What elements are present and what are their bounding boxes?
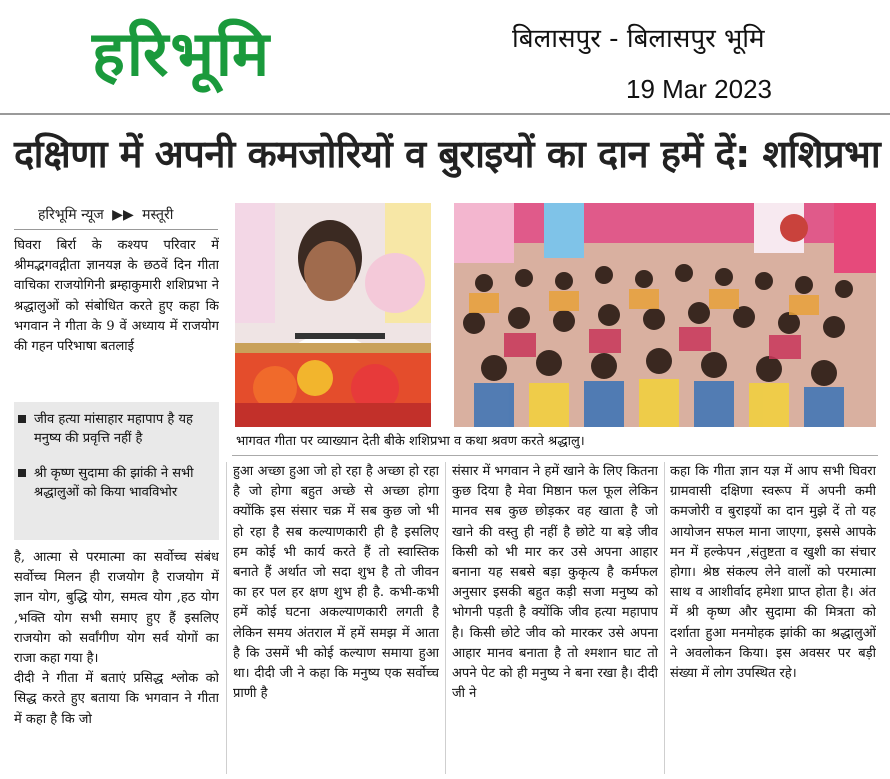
byline-divider [14, 229, 218, 230]
article-column-1 [14, 548, 219, 774]
column-4-text: कहा कि गीता ज्ञान यज्ञ में आप सभी घिवरा ग्रामवासी दक्षिणा स्वरूप में अपनी कमी कमजोरी व बुराइयों का दान मुझे दें तो यह आयोजन सफल माना जाएगा, इससे आपके मन में हल्केपन ,संतुष्टता व खुशी का संचार होगा। श्रेष्ठ संकल्प लेने वालों को परमात्मा साथ व आशीर्वाद हमेशा प्राप्त होता है। अंत में श्री कृष्ण और सुदामा की मित्रता को दर्शाता हुआ मनमोहक झांकी का श्रद्धालुओं ने अवलोकन किया। इस अवसर पर बड़ी संख्या में लोग उपस्थित रहे। [670, 464, 876, 682]
column-1-paragraph-1: है, आत्मा से परमात्मा का सर्वोच्च संबंध सर्वोच्च मिलन ही राजयोग है राजयोग में ज्ञान योग, बुद्धि योग, समत्व योग ,हठ योग ,भक्ति योग सभी समाए हुए हैं इसलिए राजयोग को सर्वांगीण योग सर्व योगों का राजा कहा गया है। [14, 550, 219, 667]
highlight-item [18, 410, 214, 454]
article-column-2 [233, 462, 439, 774]
column-divider [664, 462, 665, 774]
column-divider [226, 462, 227, 774]
highlight-text: श्री कृष्ण सुदामा की झांकी ने सभी श्रद्धालुओं को किया भावविभोर [34, 466, 194, 500]
speaker-photo [235, 203, 431, 427]
masthead [0, 0, 890, 112]
highlights-box [14, 402, 219, 540]
newspaper-logo: हरिभूमि [92, 17, 272, 90]
masthead-divider [0, 113, 890, 115]
audience-photo-image [454, 203, 876, 427]
photo-caption: भागवत गीता पर व्याख्यान देती बीके शशिप्रभा व कथा श्रवण करते श्रद्धालु। [236, 434, 585, 449]
article-headline: दक्षिणा में अपनी कमजोरियों व बुराइयों का दान हमें दें: शशिप्रभा [14, 132, 881, 176]
lead-paragraph [14, 236, 219, 404]
article-column-3 [452, 462, 658, 774]
column-3-text: संसार में भगवान ने हमें खाने के लिए कितना कुछ दिया है मेवा मिष्ठान फल फूल लेकिन मानव सब कुछ छोड़कर वह खाता है जो खाने की वस्तु ही नहीं है छोटे या बड़े जीव किसी को भी मार कर उसे अपना आहार बनाना यह सबसे बड़ा कुकृत्य है कर्मफल अनुसार इसकी बहुत कड़ी सजा मनुष्य को भोगनी पड़ती है क्योंकि जीव हत्या महापाप है। किसी छोटे जीव को मारकर उसे अपना आहार मानव बनाता है तो श्मशान घाट तो अपने पेट को ही मनुष्य ने बना रखा है। दीदी जी ने [452, 464, 658, 702]
column-2-text: हुआ अच्छा हुआ जो हो रहा है अच्छा हो रहा है जो होगा बहुत अच्छे से अच्छा होगा क्योंकि इस संसार चक्र में सब कुछ जो भी हो रहा है सब कल्याणकारी ही है इसलिए हम कोई भी कार्य करते हैं तो स्वास्तिक बनाते हैं अर्थात जो सदा शुभ है तो जीवन का हर पल हर क्षण शुभ ही है. कभी-कभी हमें कोई घटना अकल्याणकारी लगती है लेकिन समय अंतराल में हमें समझ में आता है कि उसमें भी कोई कल्याण समाया हुआ था। दीदी जी ने कहा कि मनुष्य एक सर्वोच्च प्राणी है [233, 464, 439, 702]
byline-place: मस्तूरी [142, 207, 174, 223]
article-column-4 [670, 462, 876, 774]
bullet-square-icon [18, 469, 26, 477]
audience-photo [454, 203, 876, 427]
byline-arrow-icon: ▶▶ [112, 207, 134, 223]
lead-text: घिवरा बिर्रा के कश्यप परिवार में श्रीमद्भगवद्गीता ज्ञानयज्ञ के छठवें दिन गीता वाचिका राजयोगिनी ब्रम्हाकुमारी शशिप्रभा ने श्रद्धालुओं को संबोधित करते हुए कहा कि भगवान ने गीता के 9 वें अध्याय में राजयोग की गहन परिभाषा बतलाई [14, 238, 219, 355]
column-1-paragraph-2: दीदी ने गीता में बताएं प्रसिद्ध श्लोक को सिद्ध करते हुए बताया कि भगवान ने गीता में कहा है कि जो [14, 671, 219, 727]
byline [38, 205, 173, 225]
highlight-item [18, 464, 214, 528]
speaker-photo-image [235, 203, 431, 427]
byline-agency: हरिभूमि न्यूज [38, 207, 104, 223]
edition-label: बिलासपुर - बिलासपुर भूमि [512, 24, 765, 54]
highlight-text: जीव हत्या मांसाहार महापाप है यह मनुष्य की प्रवृत्ति नहीं है [34, 412, 193, 446]
caption-divider [232, 455, 878, 456]
publication-date: 19 Mar 2023 [626, 74, 772, 104]
column-divider [445, 462, 446, 774]
bullet-square-icon [18, 415, 26, 423]
